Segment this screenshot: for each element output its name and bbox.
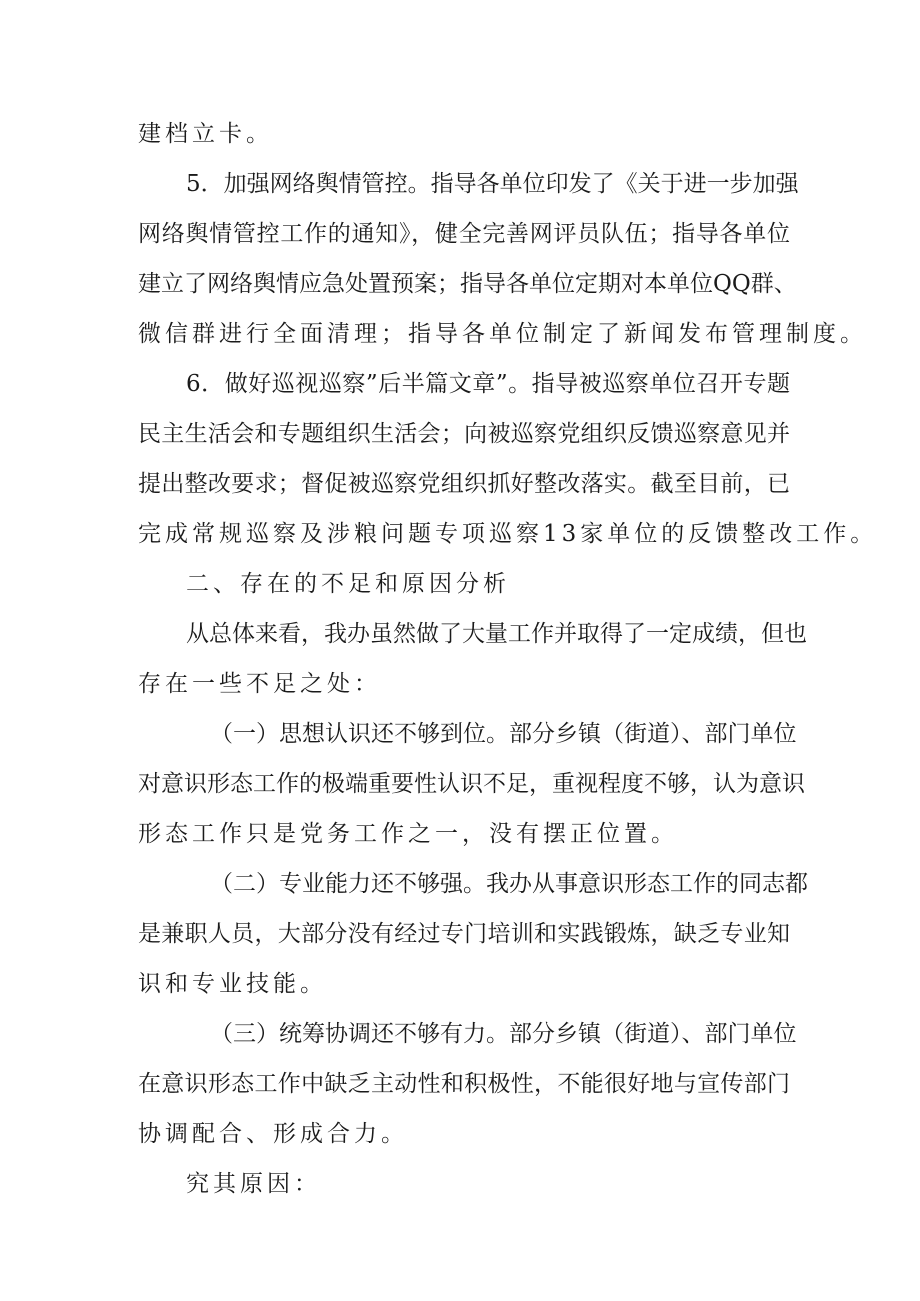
text-line: 形态工作只是党务工作之一，没有摆正位置。	[138, 821, 678, 847]
paragraph-heading-5: 5．加强网络舆情管控。指导各单位印发了《关于进一步加强	[186, 171, 799, 197]
text-line: 是兼职人员，大部分没有经过专门培训和实践锻炼，缺乏专业知	[138, 921, 790, 947]
text-line: 建立了网络舆情应急处置预案；指导各单位定期对本单位QQ群、	[138, 271, 797, 297]
subsection-heading-3: （三）统筹协调还不够有力。部分乡镇（街道）、部门单位	[210, 1021, 797, 1047]
text-line: 在意识形态工作中缺乏主动性和积极性，不能很好地与宣传部门	[138, 1071, 790, 1097]
text-line: 识和专业技能。	[138, 971, 327, 997]
paragraph-heading-6: 6．做好巡视巡察”后半篇文章”。指导被巡察单位召开专题	[186, 371, 790, 397]
text-line: 存在一些不足之处：	[138, 671, 381, 697]
text-line: 网络舆情管控工作的通知》，健全完善网评员队伍；指导各单位	[138, 221, 790, 247]
text-line: 微信群进行全面清理；指导各单位制定了新闻发布管理制度。	[138, 321, 867, 347]
section-heading: 二、存在的不足和原因分析	[186, 571, 510, 597]
text-line: 协调配合、形成合力。	[138, 1121, 408, 1147]
text-line: 从总体来看，我办虽然做了大量工作并取得了一定成绩，但也	[186, 621, 807, 647]
text-line: 完成常规巡察及涉粮问题专项巡察13家单位的反馈整改工作。	[138, 521, 878, 547]
text-line: 究其原因：	[186, 1171, 321, 1197]
subsection-heading-2: （二）专业能力还不够强。我办从事意识形态工作的同志都	[210, 871, 808, 897]
text-line: 提出整改要求；督促被巡察党组织抓好整改落实。截至目前，已	[138, 471, 790, 497]
subsection-heading-1: （一）思想认识还不够到位。部分乡镇（街道）、部门单位	[210, 721, 797, 747]
text-line: 建档立卡。	[138, 121, 273, 147]
text-line: 对意识形态工作的极端重要性认识不足，重视程度不够，认为意识	[138, 771, 805, 797]
text-line: 民主生活会和专题组织生活会；向被巡察党组织反馈巡察意见并	[138, 421, 790, 447]
